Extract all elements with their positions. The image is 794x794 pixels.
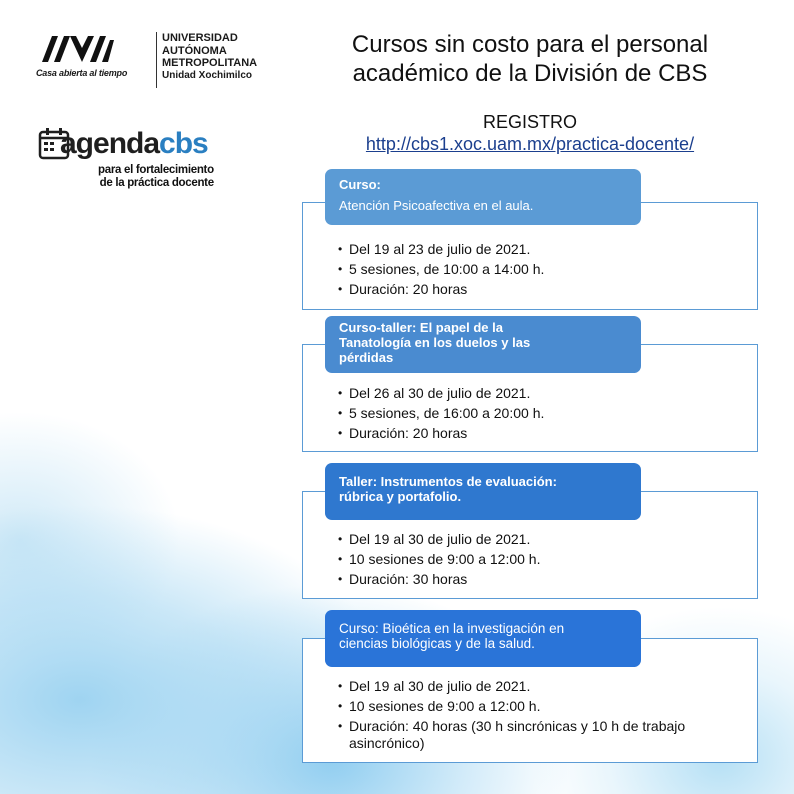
detail-item: • Del 19 al 30 de julio de 2021. [338, 678, 729, 695]
uam-logo [36, 30, 258, 90]
uam-unit: Unidad Xochimilco [162, 69, 253, 81]
course-header-line: ciencias biológicas y de la salud. [339, 636, 535, 651]
course-header-line: Curso: [339, 177, 381, 192]
detail-item: • Del 19 al 30 de julio de 2021. [338, 529, 729, 549]
registration-label: REGISTRO [482, 112, 577, 132]
uam-emblem-icon [40, 34, 116, 64]
course-header-line: Curso: Bioética en la investigación en [339, 621, 565, 636]
detail-item: • Del 19 al 23 de julio de 2021. [338, 239, 729, 259]
cbs-word: cbs [159, 127, 208, 160]
title-line-2: académico de la División de CBS [352, 60, 708, 87]
course-header-line: Atención Psicoafectiva en el aula. [339, 198, 534, 213]
detail-item: • 5 sesiones, de 10:00 a 14:00 h. [338, 259, 729, 279]
detail-item: • 5 sesiones, de 16:00 a 20:00 h. [338, 403, 729, 423]
detail-item: • Duración: 30 horas [338, 569, 729, 589]
course-header [325, 316, 641, 373]
course-header-line: pérdidas [339, 350, 394, 365]
uam-name-line-1: UNIVERSIDAD [162, 32, 238, 44]
title-line-1: Cursos sin costo para el personal [351, 31, 709, 58]
uam-name-line-3: METROPOLITANA [162, 57, 258, 69]
uam-divider [156, 32, 157, 88]
agenda-subtitle-line-2: de la práctica docente [99, 177, 214, 189]
agenda-cbs-logo [38, 124, 238, 196]
course-header-line: Tanatología en los duelos y las [339, 335, 531, 350]
course-header-line: Curso-taller: El papel de la [339, 320, 503, 335]
registration-link[interactable]: http://cbs1.xoc.uam.mx/practica-docente/ [365, 134, 695, 154]
course-header [325, 610, 641, 667]
agenda-word: agenda [60, 127, 160, 160]
course-details [338, 529, 729, 589]
agenda-subtitle [98, 164, 214, 190]
uam-name-line-2: AUTÓNOMA [162, 44, 227, 57]
course-details [338, 239, 729, 299]
agenda-subtitle-line-1: para el fortalecimiento [98, 164, 214, 176]
course-details [338, 383, 729, 443]
detail-item: • Duración: 20 horas [338, 423, 729, 443]
page-title [300, 30, 760, 88]
detail-item: • 10 sesiones de 9:00 a 12:00 h. [338, 698, 729, 715]
detail-item: • Del 26 al 30 de julio de 2021. [338, 383, 729, 403]
course-header-line: rúbrica y portafolio. [339, 489, 462, 504]
detail-item: • Duración: 20 horas [338, 279, 729, 299]
uam-name [162, 32, 257, 82]
detail-item: • Duración: 40 horas (30 h sincrónicas y 10 h de trabajo asincrónico) [338, 718, 699, 752]
course-header-line: Taller: Instrumentos de evaluación: [339, 474, 557, 489]
course-header [325, 463, 641, 520]
detail-item: • 10 sesiones de 9:00 a 12:00 h. [338, 549, 729, 569]
agenda-wordmark [60, 128, 208, 160]
course-details [338, 678, 729, 755]
uam-tagline: Casa abierta al tiempo [36, 68, 128, 78]
course-header [325, 169, 641, 225]
